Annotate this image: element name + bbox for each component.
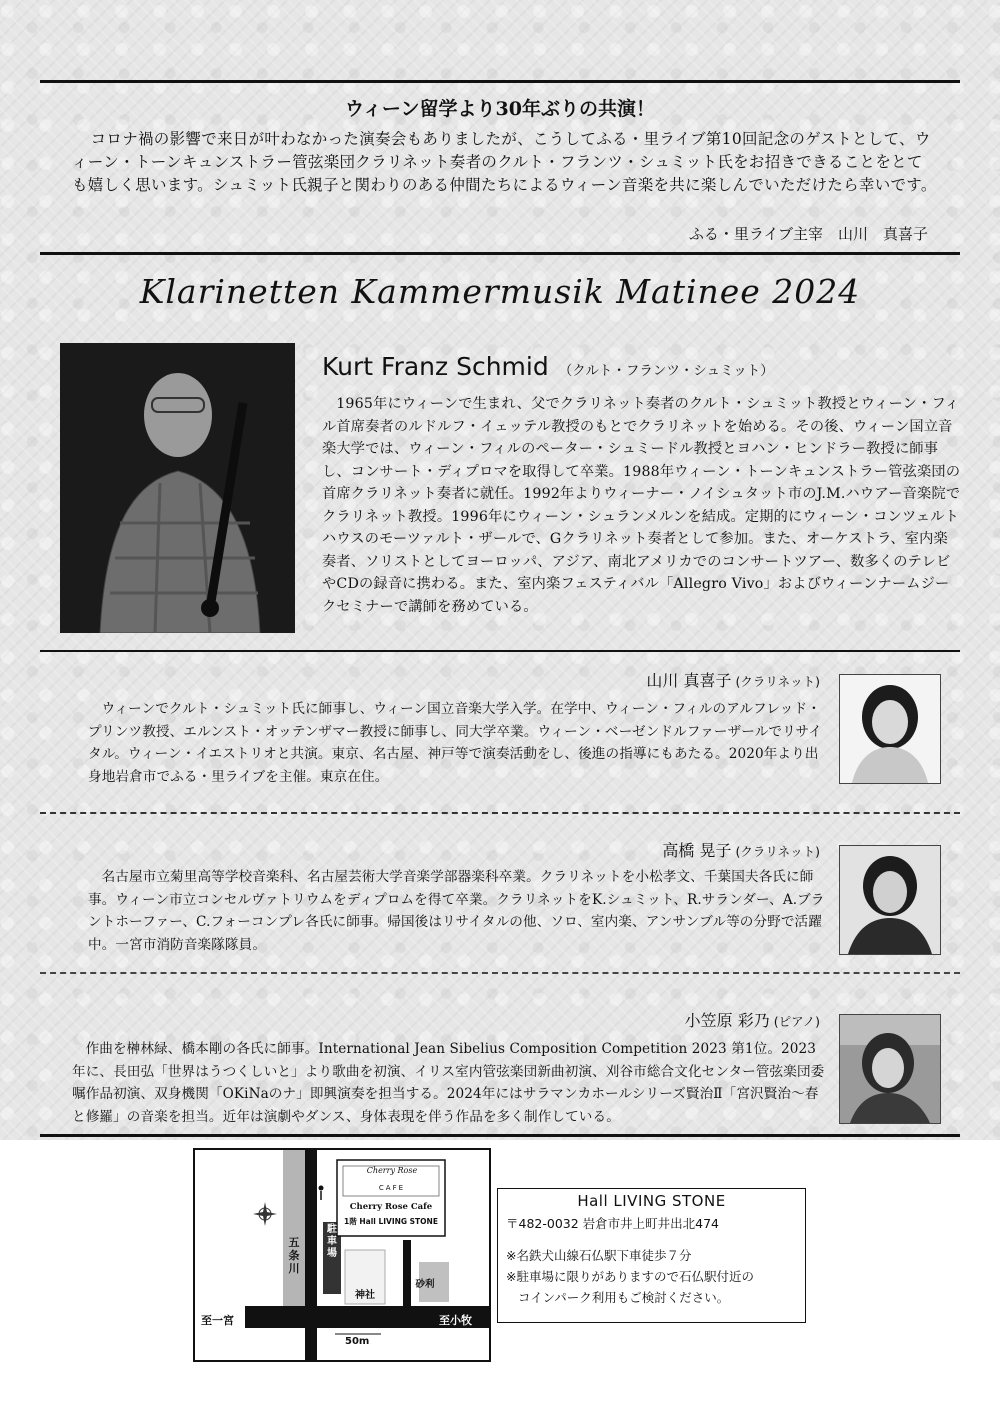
performer-role: (クラリネット) (735, 844, 820, 859)
river-band (283, 1150, 305, 1320)
performer-name: 山川 真喜子 (646, 671, 732, 690)
performer-name-takahashi (662, 838, 820, 861)
map-cafe-name: Cherry Rose Cafe (349, 1202, 433, 1212)
performer-name: 高橋 晃子 (662, 841, 732, 860)
intro-text: コロナ禍の影響で来日が叶わなかった演奏会もありましたが、こうしてふる・里ライブ第10回記念のゲストとして、ウィーン・トーンキュンストラー管弦楽団クラリネット奏者のクルト・フランツ・シュミット氏をお招きできることをとても嬉しく思います。シュミット氏親子と関わりのある仲間たちによるウィーン音楽を共に楽しんでいただけたら幸いです。 (72, 130, 937, 194)
performer-bio-yamakawa: ウィーンでクルト・シュミット氏に師事し、ウィーン国立音楽大学入学。在学中、ウィーン・フィルのアルフレッド・プリンツ教授、エルンスト・オッテンザマー教授に師事し、同大学卒業。ウィーン・ベーゼンドルファーザールでリサイタル。ウィーン・イエストリオと共演。東京、名古屋、神戸等で演奏活動をし、後進の指導にもあたる。2020年より出身地岩倉市でふる・里ライブを主催。東京在住。 (88, 701, 822, 785)
main-artist-name (322, 352, 774, 381)
side-road (305, 1150, 317, 1360)
performer-name-yamakawa (646, 668, 820, 691)
performer-name-ogasawara (685, 1008, 820, 1031)
access-map (193, 1148, 491, 1362)
main-artist-name-kana: （クルト・フランツ・シュミット） (558, 363, 774, 379)
concert-title: Klarinetten Kammermusik Matinee 2024 (139, 272, 861, 311)
main-artist-bottom-rule (40, 650, 960, 652)
map-parking-label: 駐車場 (327, 1224, 337, 1259)
performer-bio-takahashi: 名古屋市立菊里高等学校音楽科、名古屋芸術大学音楽学部器楽科卒業。クラリネットを小松孝文、千葉国夫各氏に師事。ウィーン市立コンセルヴァトリウムをディプロムを得て卒業。クラリネットをK.シュミット、R.サランダー、A.ブラントホーファー、C.フォーコンプレ各氏に師事。帰国後はリサイタルの他、ソロ、室内楽、アンサンブル等の分野で活躍中。一宮市消防音楽隊隊員。 (88, 869, 825, 953)
performer-bio-ogasawara: 作曲を榊林緑、橋本剛の各氏に師事。International Jean Sibelius Composition Competition 2023 第1位。2023年に、長田弘「世界はうつくしいと」より歌曲を初演、イリス室内管弦楽団新曲初演、刈谷市総合文化センター管弦楽団委嘱作品初演、双身機関「OKiNaのナ」即興演奏を担当する。2024年にはサラマンカホールシリーズ賢治Ⅱ「宮沢賢治～春と修羅」の音楽を担当。近年は演劇やダンス、身体表現を伴う作品を多く制作している。 (72, 1041, 825, 1125)
performer-divider-1 (40, 812, 960, 814)
map-hall-label: 1階 Hall LIVING STONE (344, 1217, 438, 1226)
venue-note-parking: ※駐車場に限りがありますので石仏駅付近の (506, 1269, 754, 1284)
intro-bottom-rule (40, 252, 960, 255)
kurt-schmid-photo (60, 343, 295, 633)
performer-divider-2 (40, 972, 960, 974)
top-rule (40, 80, 960, 83)
venue-address: 〒482-0032 岩倉市井上町井出北474 (506, 1216, 720, 1231)
map-west-label: 至一宮 (201, 1314, 234, 1327)
bottom-rule (40, 1134, 960, 1137)
map-east-label: 至小牧 (439, 1314, 472, 1327)
performer-role: (ピアノ) (773, 1014, 820, 1029)
map-shrine-label: 神社 (355, 1290, 375, 1301)
performer-name: 小笠原 彩乃 (684, 1011, 770, 1030)
map-gravel-label: 砂利 (415, 1279, 435, 1290)
intro-signature: ふる・里ライブ主宰 山川 真喜子 (688, 225, 928, 243)
performer-role: (クラリネット) (735, 674, 820, 689)
venue-hall-name: Hall LIVING STONE (577, 1192, 726, 1210)
venue-info-box (497, 1188, 806, 1323)
map-logo-script: Cherry Rose (366, 1166, 418, 1175)
right-road (403, 1240, 411, 1306)
main-artist-name-latin: Kurt Franz Schmid (322, 352, 549, 381)
ogasawara-photo (839, 1014, 941, 1124)
venue-note-access: ※名鉄犬山線石仏駅下車徒歩７分 (506, 1248, 692, 1263)
intro-heading: ウィーン留学より30年ぶりの共演！ (345, 98, 655, 120)
yamakawa-photo (839, 674, 941, 784)
takahashi-photo (839, 845, 941, 955)
map-river-label: 五条川 (288, 1236, 300, 1275)
main-artist-bio: 1965年にウィーンで生まれ、父でクラリネット奏者のクルト・シュミット教授とウィーン・フィル首席奏者のルドルフ・イェッテル教授のもとでクラリネットを始める。その後、ウィーン国立音楽大学では、ウィーン・フィルのペーター・シュミードル教授とヨハン・ヒンドラー教授に師事し、コンサート・ディプロマを取得して卒業。1988年ウィーン・トーンキュンストラー管弦楽団の首席クラリネット奏者に就任。1992年よりウィーナー・ノイシュタット市のJ.M.ハウアー音楽院でクラリネット教授。1996年にウィーン・シュランメルンを結成。定期的にウィーン・コンツェルトハウスのモーツァルト・ザールで、Gクラリネット奏者として参加。また、オーケストラ、室内楽奏者、ソリストとしてヨーロッパ、アジア、南北アメリカでのコンサートツアー、数多くのテレビやCDの録音に携わる。また、室内楽フェスティバル「Allegro Vivo」およびウィーンナームジークセミナーで講師を務めている。 (322, 396, 961, 615)
map-distance-label: 50m (345, 1336, 370, 1347)
venue-note-coinpark: コインパーク利用もご検討ください。 (518, 1290, 730, 1305)
map-logo-cafe: CAFE (378, 1184, 406, 1192)
